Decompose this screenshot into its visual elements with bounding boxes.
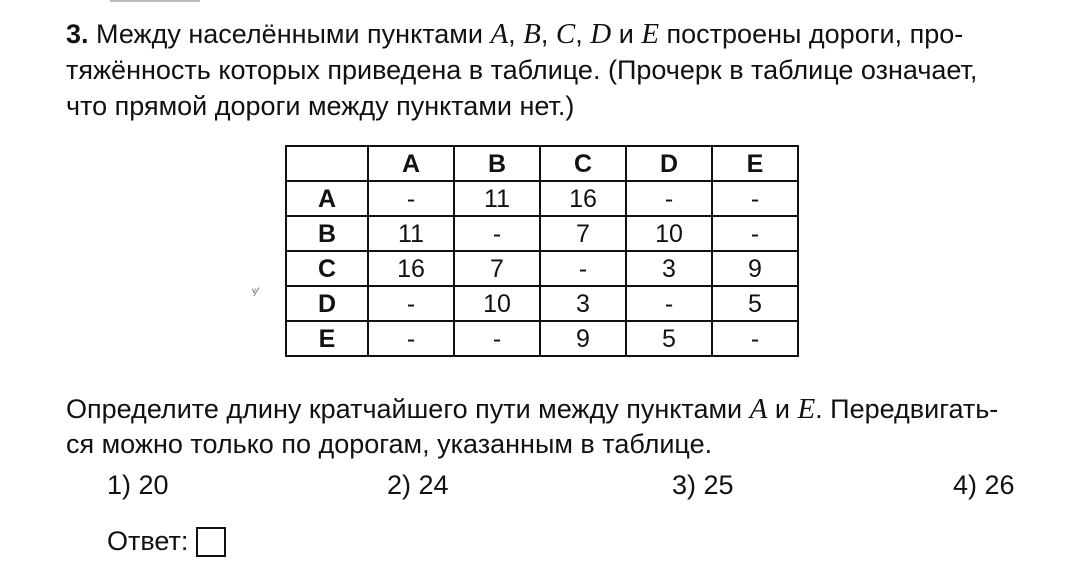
row-header: B xyxy=(286,216,368,251)
table-row xyxy=(286,321,798,356)
table-cell: - xyxy=(368,321,454,356)
text-run: . Передвигать- xyxy=(815,394,999,424)
problem-line-1-text xyxy=(96,19,963,49)
question-line-2: ся можно только по дорогам, указанным в таблице. xyxy=(66,429,713,459)
row-header: D xyxy=(286,286,368,321)
table-cell: 3 xyxy=(540,286,626,321)
column-header: B xyxy=(454,146,540,181)
table-cell: 3 xyxy=(626,251,712,286)
table-cell: - xyxy=(540,251,626,286)
point-letter: E xyxy=(797,393,816,425)
table-cell: - xyxy=(712,181,798,216)
table-cell: - xyxy=(454,216,540,251)
text-run: и xyxy=(611,19,642,49)
column-header: A xyxy=(368,146,454,181)
table-row xyxy=(286,216,798,251)
table-cell: 11 xyxy=(454,181,540,216)
table-cell: 9 xyxy=(540,321,626,356)
table-cell: - xyxy=(626,286,712,321)
point-letter: A xyxy=(749,393,768,425)
row-header: E xyxy=(286,321,368,356)
column-header: C xyxy=(540,146,626,181)
distance-table-body xyxy=(286,146,798,356)
table-cell: 9 xyxy=(712,251,798,286)
table-cell: - xyxy=(626,181,712,216)
column-header: E xyxy=(712,146,798,181)
text-run: Между населёнными пунктами xyxy=(96,19,491,49)
table-header-row xyxy=(286,146,798,181)
text-run: , xyxy=(575,19,591,49)
point-letter: E xyxy=(641,18,660,50)
stray-mark: ᵛ⁄ xyxy=(252,285,258,299)
distance-table xyxy=(285,145,799,357)
table-corner-cell xyxy=(286,146,368,181)
row-header: C xyxy=(286,251,368,286)
table-cell: - xyxy=(712,216,798,251)
table-cell: - xyxy=(712,321,798,356)
point-letter: C xyxy=(555,18,576,50)
top-scan-mark xyxy=(110,0,200,2)
answer-box[interactable] xyxy=(196,527,226,557)
table-cell: 7 xyxy=(454,251,540,286)
table-cell: 7 xyxy=(540,216,626,251)
problem-statement xyxy=(66,16,1026,124)
option-4[interactable]: 4) 26 xyxy=(953,470,1015,500)
table-row xyxy=(286,286,798,321)
text-run: и xyxy=(767,394,798,424)
answer-label: Ответ: xyxy=(107,526,189,556)
table-cell: 5 xyxy=(712,286,798,321)
table-cell: 5 xyxy=(626,321,712,356)
question-line-1 xyxy=(66,392,1026,427)
text-run: построены дороги, про- xyxy=(659,19,964,49)
text-run: Определите длину кратчайшего пути между пунктами xyxy=(66,394,750,424)
table-row xyxy=(286,251,798,286)
table-cell: - xyxy=(368,181,454,216)
problem-line-2: тяжённость которых приведена в таблице. (Прочерк в таблице означает, xyxy=(66,55,978,85)
table-cell: 10 xyxy=(454,286,540,321)
row-header: A xyxy=(286,181,368,216)
option-3[interactable]: 3) 25 xyxy=(672,470,734,500)
option-1[interactable]: 1) 20 xyxy=(107,470,169,500)
problem-number: 3. xyxy=(66,19,89,49)
table-cell: - xyxy=(454,321,540,356)
text-run: , xyxy=(540,19,556,49)
table-cell: 16 xyxy=(540,181,626,216)
table-cell: 16 xyxy=(368,251,454,286)
table-cell: 10 xyxy=(626,216,712,251)
column-header: D xyxy=(626,146,712,181)
problem-line-3: что прямой дороги между пунктами нет.) xyxy=(66,91,575,121)
table-cell: 11 xyxy=(368,216,454,251)
problem-line-1 xyxy=(66,16,1026,52)
table-row xyxy=(286,181,798,216)
table-cell: - xyxy=(368,286,454,321)
answer-row xyxy=(107,526,226,557)
option-2[interactable]: 2) 24 xyxy=(387,470,449,500)
point-letter: D xyxy=(590,18,612,50)
point-letter: B xyxy=(523,18,541,50)
text-run: , xyxy=(508,19,524,49)
question-text xyxy=(66,392,1026,462)
point-letter: A xyxy=(490,18,509,50)
